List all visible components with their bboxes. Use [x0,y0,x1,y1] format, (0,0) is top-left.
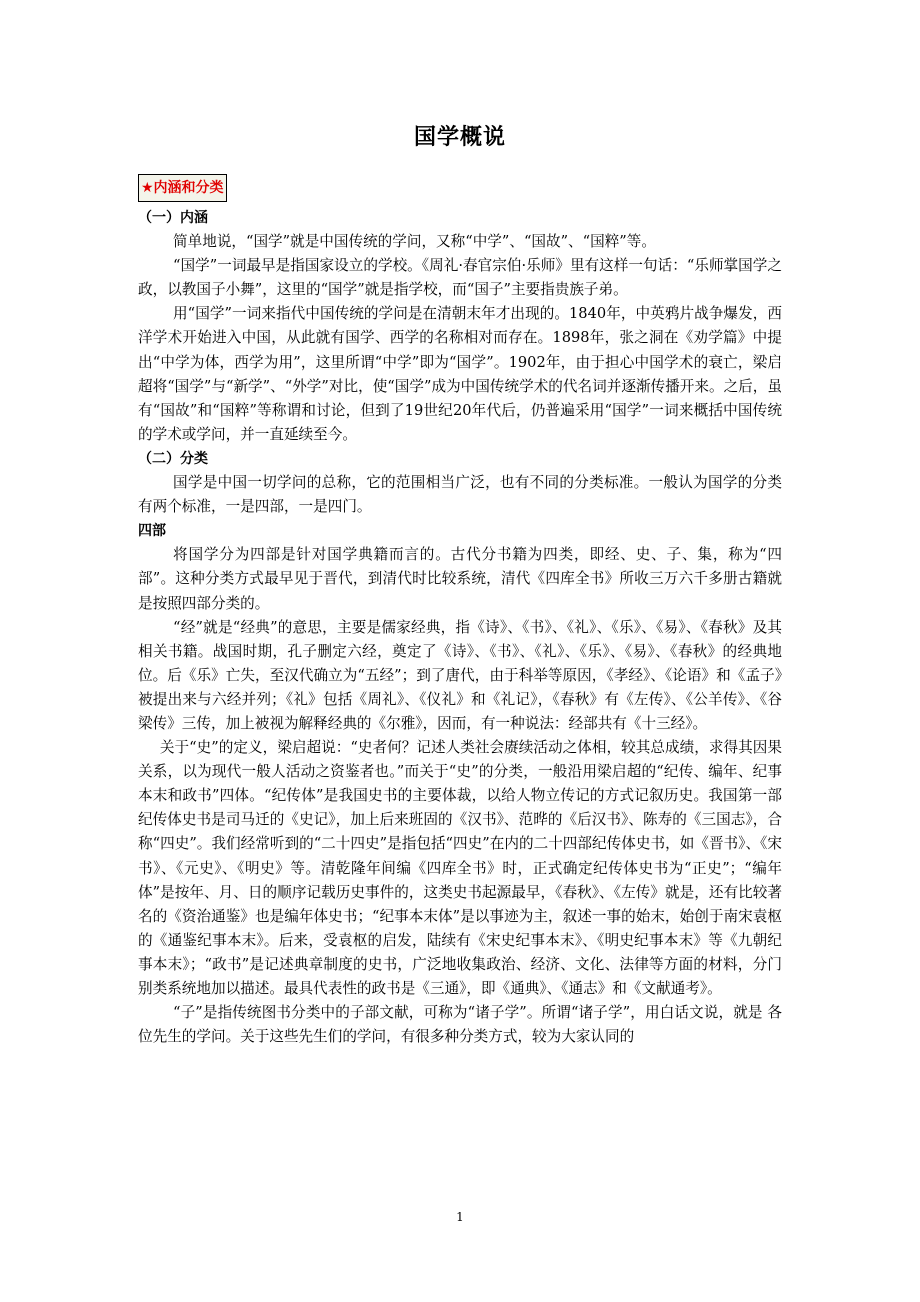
paragraph-5: 将国学分为四部是针对国学典籍而言的。古代分书籍为四类，即经、史、子、集，称为“四部”。这种分类方式最早见于晋代，到清代时比较系统，清代《四库全书》所收三万六千多册古籍就是按照四部分类的。 [138,546,782,612]
heading-fenlei: （二）分类 [138,450,208,467]
document-body [138,206,782,1049]
heading-neihan: （一）内涵 [138,210,208,226]
paragraph-8: “子”是指传统图书分类中的子部文献，可称为“诸子学”。所谓“诸子学”，用白话文说，就是 各位先生的学问。关于这些先生们的学问，有很多种分类方式，较为大家认同的 [138,1004,782,1046]
paragraph-2: “国学”一词最早是指国家设立的学校。《周礼·春官宗伯·乐师》里有这样一句话：“乐师掌国学之政，以教国子小舞”，这里的“国学”就是指学校，而“国子”主要指贵族子弟。 [138,257,782,299]
paragraph-6: “经”就是“经典”的意思，主要是儒家经典，指《诗》、《书》、《礼》、《乐》、《易》、《春秋》及其相关书籍。战国时期，孔子删定六经，奠定了《诗》、《书》、《礼》、《乐》、《易》、《春秋》的经典地位。后《乐》亡失，至汉代确立为“五经”；到了唐代，由于科举等原因，《孝经》、《论语》和《孟子》被提出来与六经并列；《礼》包括《周礼》、《仪礼》和《礼记》，《春秋》有《左传》、《公羊传》、《谷梁传》三传，加上被视为解释经典的《尔雅》，因而，有一种说法：经部共有《十三经》。 [138,618,782,732]
page-title: 国学概说 [413,125,506,150]
heading-sibu: 四部 [138,523,166,540]
page-number: 1 [456,1210,464,1224]
paragraph-1: 简单地说，“国学”就是中国传统的学问，又称“中学”、“国故”、“国粹”等。 [173,233,656,251]
paragraph-3: 用“国学”一词来指代中国传统的学问是在清朝末年才出现的。1840年，中英鸦片战争爆发，西洋学术开始进入中国，从此就有国学、西学的名称相对而存在。1898年，张之洞在《劝学篇》中提出“中学为体，西学为用”，这里所谓“中学”即为“国学”。1902年，由于担心中国学术的衰亡，梁启超将“国学”与“新学”、“外学”对比，使“国学”成为中国传统学术的代名词并逐渐传播开来。之后，虽有“国故”和“国粹”等称谓和讨论，但到了19世纪20年代后，仍普遍采用“国学”一词来概括中国传统的学术或学问，并一直延续至今。 [138,305,782,443]
section-label-box: ★内涵和分类 [138,174,227,202]
paragraph-7: 关于“史”的定义，梁启超说：“史者何？记述人类社会赓续活动之体相，较其总成绩，求得其因果关系，以为现代一般人活动之资鉴者也。”而关于“史”的分类，一般沿用梁启超的“纪传、编年、纪事本末和政书”四体。“纪传体”是我国史书的主要体裁，以给人物立传记的方式记叙历史。我国第一部纪传体史书是司马迁的《史记》，加上后来班固的《汉书》、范晔的《后汉书》、陈寿的《三国志》，合称“四史”。我们经常听到的“二十四史”是指包括“四史”在内的二十四部纪传体史书，如《晋书》、《宋书》、《元史》、《明史》等。清乾隆年间编《四库全书》时，正式确定纪传体史书为“正史”；“编年体”是按年、月、日的顺序记载历史事件的，这类史书起源最早，《春秋》、《左传》就是，还有比较著名的《资治通鉴》也是编年体史书；“纪事本末体”是以事迹为主，叙述一事的始末，始创于南宋袁枢的《通鉴纪事本末》。后来，受袁枢的启发，陆续有《宋史纪事本末》、《明史纪事本末》等《九朝纪事本末》；“政书”是记述典章制度的史书，广泛地收集政治、经济、文化、法律等方面的材料，分门别类系统地加以描述。最具代表性的政书是《三通》，即《通典》、《通志》和《文献通考》。 [138,739,782,997]
paragraph-4: 国学是中国一切学问的总称，它的范围相当广泛，也有不同的分类标准。一般认为国学的分类有两个标准，一是四部，一是四门。 [138,474,782,516]
